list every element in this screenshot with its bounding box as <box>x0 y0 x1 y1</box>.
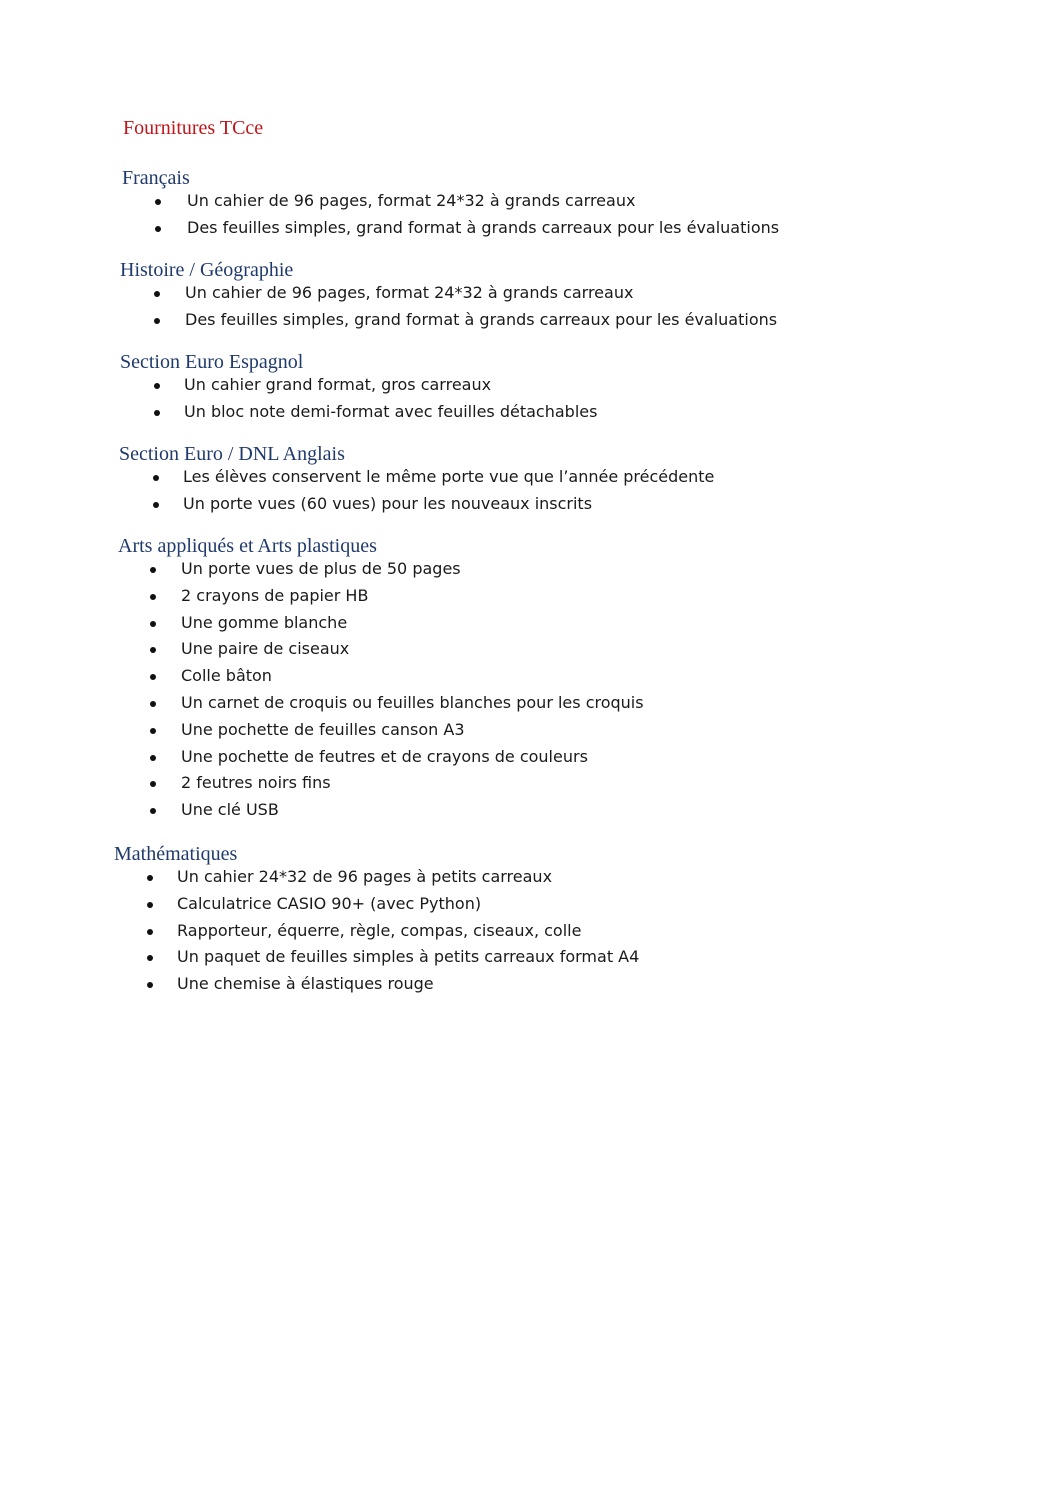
bullet-icon <box>150 647 156 653</box>
list-item <box>118 556 461 583</box>
item-text: Une gomme blanche <box>181 612 348 632</box>
bullet-icon <box>150 567 156 573</box>
supply-list <box>114 864 640 998</box>
item-text: 2 crayons de papier HB <box>181 585 369 605</box>
bullet-icon <box>150 674 156 680</box>
section-heading: Histoire / Géographie <box>120 259 294 281</box>
item-text: Calculatrice CASIO 90+ (avec Python) <box>177 893 482 913</box>
list-item <box>119 491 593 518</box>
bullet-icon <box>150 808 156 814</box>
item-text: Un cahier 24*32 de 96 pages à petits carreaux <box>177 867 553 886</box>
item-text: Un porte vues de plus de 50 pages <box>181 559 461 578</box>
list-item <box>118 717 465 744</box>
supply-list <box>120 280 778 334</box>
list-item <box>118 583 377 610</box>
bullet-icon <box>150 701 156 707</box>
bullet-icon <box>155 199 161 205</box>
item-text: Un paquet de feuilles simples à petits carreaux format A4 <box>177 947 640 967</box>
bullet-icon <box>147 929 153 935</box>
list-item <box>118 636 377 663</box>
bullet-icon <box>150 621 156 627</box>
item-text: Un cahier de 96 pages, format 24*32 à grands carreaux <box>185 283 634 302</box>
bullet-icon <box>150 781 156 787</box>
section-heading: Arts appliqués et Arts plastiques <box>118 535 377 557</box>
item-text: Une pochette de feuilles canson A3 <box>181 719 465 739</box>
supply-list <box>120 372 598 426</box>
item-text: Une clé USB <box>181 800 279 820</box>
item-text: Un cahier de 96 pages, format 24*32 à grands carreaux <box>187 191 636 210</box>
bullet-icon <box>150 728 156 734</box>
bullet-icon <box>154 383 160 389</box>
list-item <box>120 399 598 426</box>
list-item <box>118 663 377 690</box>
bullet-icon <box>147 902 153 908</box>
document-title: Fournitures TCce <box>123 117 264 139</box>
list-item <box>114 918 582 945</box>
section-mathematiques <box>114 842 640 998</box>
list-item <box>118 690 644 717</box>
bullet-icon <box>154 318 160 324</box>
item-text: Des feuilles simples, grand format à grands carreaux pour les évaluations <box>185 309 778 329</box>
supply-list <box>118 556 644 824</box>
section-heading: Français <box>122 167 190 189</box>
section-arts <box>118 534 644 824</box>
bullet-icon <box>147 982 153 988</box>
item-text: Des feuilles simples, grand format à grands carreaux pour les évaluations <box>187 217 780 237</box>
item-text: Une paire de ciseaux <box>181 639 350 659</box>
section-heading: Mathématiques <box>114 843 238 865</box>
bullet-icon <box>147 875 153 881</box>
list-item <box>118 770 377 797</box>
bullet-icon <box>155 226 161 232</box>
list-item <box>122 215 780 242</box>
supply-list <box>122 188 780 242</box>
bullet-icon <box>153 502 159 508</box>
section-francais <box>122 166 780 242</box>
item-text: Rapporteur, équerre, règle, compas, ciseaux, colle <box>177 920 582 940</box>
list-item <box>120 280 634 307</box>
list-item <box>122 188 636 215</box>
bullet-icon <box>154 410 160 416</box>
supply-list <box>119 464 715 518</box>
section-euro-espagnol <box>120 350 598 426</box>
bullet-icon <box>150 755 156 761</box>
list-item <box>120 307 778 334</box>
list-item <box>120 372 492 399</box>
list-item <box>114 971 434 998</box>
item-text: Un carnet de croquis ou feuilles blanches pour les croquis <box>181 692 644 712</box>
list-item <box>119 464 715 491</box>
bullet-icon <box>154 291 160 297</box>
section-histoire-geographie <box>120 258 778 334</box>
section-heading: Section Euro / DNL Anglais <box>119 443 345 465</box>
list-item <box>118 744 588 771</box>
item-text: Un cahier grand format, gros carreaux <box>184 375 492 394</box>
item-text: Un bloc note demi-format avec feuilles détachables <box>184 401 598 421</box>
list-item <box>118 610 377 637</box>
item-text: 2 feutres noirs fins <box>181 773 331 793</box>
item-text: Une chemise à élastiques rouge <box>177 974 434 994</box>
bullet-icon <box>153 475 159 481</box>
bullet-icon <box>150 594 156 600</box>
item-text: Un porte vues (60 vues) pour les nouveaux inscrits <box>183 493 593 513</box>
section-heading: Section Euro Espagnol <box>120 351 304 373</box>
list-item <box>114 891 482 918</box>
item-text: Les élèves conservent le même porte vue que l’année précédente <box>183 467 715 486</box>
list-item <box>114 864 553 891</box>
list-item <box>114 944 640 971</box>
bullet-icon <box>147 955 153 961</box>
item-text: Une pochette de feutres et de crayons de couleurs <box>181 746 588 766</box>
section-euro-dnl-anglais <box>119 442 715 518</box>
list-item <box>118 797 377 824</box>
item-text: Colle bâton <box>181 666 272 686</box>
